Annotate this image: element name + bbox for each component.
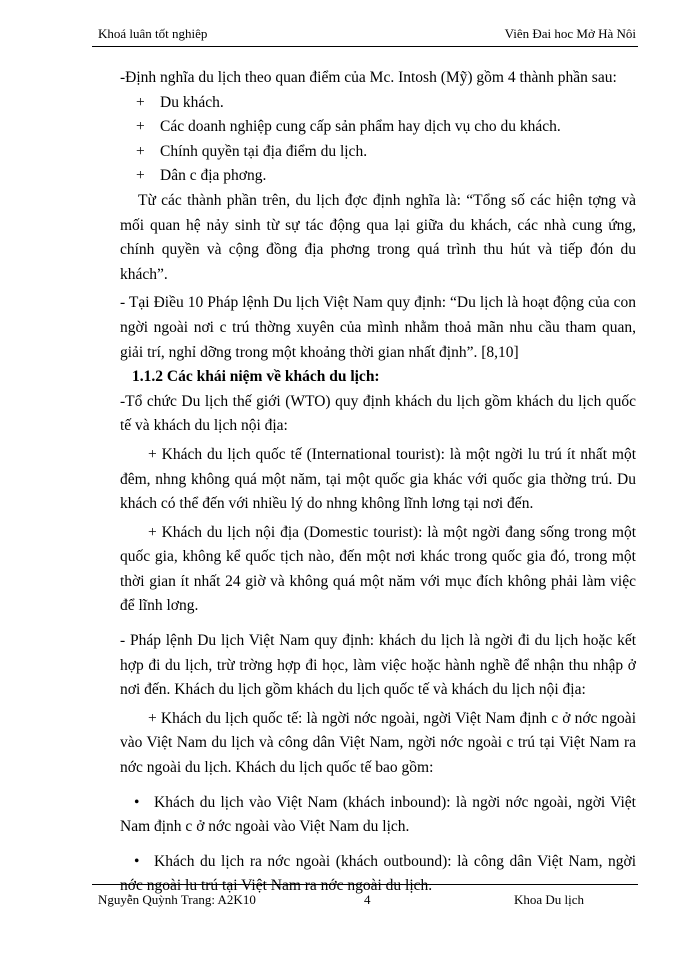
list-item-text: Dân c địa phơng. bbox=[160, 167, 267, 185]
paragraph-tourism-definition: Từ các thành phần trên, du lịch đợc định nghĩa là: “Tổng số các hiện tợng và mối quan hệ nảy sinh từ sự tác động qua lại giữa du khách, các nhà cung ứng, chính quyền và cộng đồng địa phơng trong quá trình thu hút và tiếp đón du khách”. bbox=[120, 191, 636, 283]
paragraph-ordinance-tourist: - Pháp lệnh Du lịch Việt Nam quy định: khách du lịch là ngời đi du lịch hoặc kết hợp đi du lịch, trừ trờng hợp đi học, làm việc hoặc hành nghề để nhận thu nhập ở nơi đến. Khách du lịch gồm khách du lịch quốc tế và khách du lịch nội địa: bbox=[120, 632, 636, 699]
list-item-text: Các doanh nghiệp cung cấp sản phẩm hay dịch vụ cho du khách. bbox=[160, 118, 561, 136]
bullet-text: Khách du lịch ra nớc ngoài (khách outbound): là công dân Việt Nam, ngời nớc ngoài lu trú tại Việt Nam ra nớc ngoài du lịch. bbox=[120, 852, 636, 895]
footer-author: Nguyễn Quỳnh Trang: A2K10 bbox=[98, 892, 256, 907]
list-item bbox=[120, 164, 636, 189]
header-rule bbox=[92, 46, 638, 47]
footer-department: Khoa Du lịch bbox=[514, 892, 585, 907]
paragraph-wto: -Tổ chức Du lịch thế giới (WTO) quy định khách du lịch gồm khách du lịch quốc tế và khách du lịch nội địa: bbox=[120, 392, 636, 435]
list-item-text: Du khách. bbox=[160, 93, 224, 111]
bullet-item bbox=[120, 791, 636, 840]
plus-symbol: + bbox=[136, 167, 145, 185]
list-item bbox=[120, 91, 636, 116]
section-heading: 1.1.2 Các khái niệm về khách du lịch: bbox=[132, 368, 380, 386]
list-item bbox=[120, 115, 636, 140]
page-number: 4 bbox=[364, 892, 371, 907]
footer-rule bbox=[92, 884, 638, 885]
paragraph-definition-mcintosh: -Định nghĩa du lịch theo quan điểm của Mc. Intosh (Mỹ) gồm 4 thành phần sau: bbox=[120, 69, 617, 86]
paragraph-international-tourist-vn: + Khách du lịch quốc tế: là ngời nớc ngoài, ngời Việt Nam định c ở nớc ngoài vào Việt Nam du lịch và công dân Việt Nam, ngời nớc ngoài c trú tại Việt Nam ra nớc ngoài du lịch. Khách du lịch quốc tế bao gồm: bbox=[120, 709, 636, 777]
header-right: Viên Đai hoc Mở Hà Nôi bbox=[504, 26, 636, 41]
list-item-text: Chính quyền tại địa điểm du lịch. bbox=[160, 142, 368, 160]
plus-symbol: + bbox=[136, 142, 145, 160]
header-left: Khoá luân tốt nghiêp bbox=[98, 26, 208, 41]
plus-symbol: + bbox=[136, 118, 145, 136]
bullet-icon: • bbox=[134, 852, 140, 870]
list-item bbox=[120, 140, 636, 165]
plus-symbol: + bbox=[136, 93, 145, 111]
paragraph-domestic-tourist: + Khách du lịch nội địa (Domestic tourist): là một ngời đang sống trong một quốc gia, không kể quốc tịch nào, đến một nơi khác trong quốc gia đó, trong một thời gian ít nhất 24 giờ và không quá một năm với mục đích không phải làm việc để lĩnh lơng. bbox=[120, 523, 636, 615]
paragraph-international-tourist: + Khách du lịch quốc tế (International tourist): là một ngời lu trú ít nhất một đêm, nhng không quá một năm, tại một quốc gia khác với quốc gia thờng trú. Du khách có thể đến với nhiều lý do nhng không lĩnh lơng tại nơi đến. bbox=[120, 445, 636, 513]
page-body bbox=[120, 66, 636, 899]
paragraph-ordinance-article-10: - Tại Điều 10 Pháp lệnh Du lịch Việt Nam quy định: “Du lịch là hoạt động của con ngời ngoài nơi c trú thờng xuyên của mình nhằm thoả mãn nhu cầu tham quan, giải trí, nghỉ dỡng trong một khoảng thời gian nhất định”. [8,10] bbox=[120, 294, 636, 361]
bullet-icon: • bbox=[134, 793, 140, 811]
bullet-text: Khách du lịch vào Việt Nam (khách inbound): là ngời nớc ngoài, ngời Việt Nam định c ở nớc ngoài vào Việt Nam du lịch. bbox=[120, 793, 636, 836]
